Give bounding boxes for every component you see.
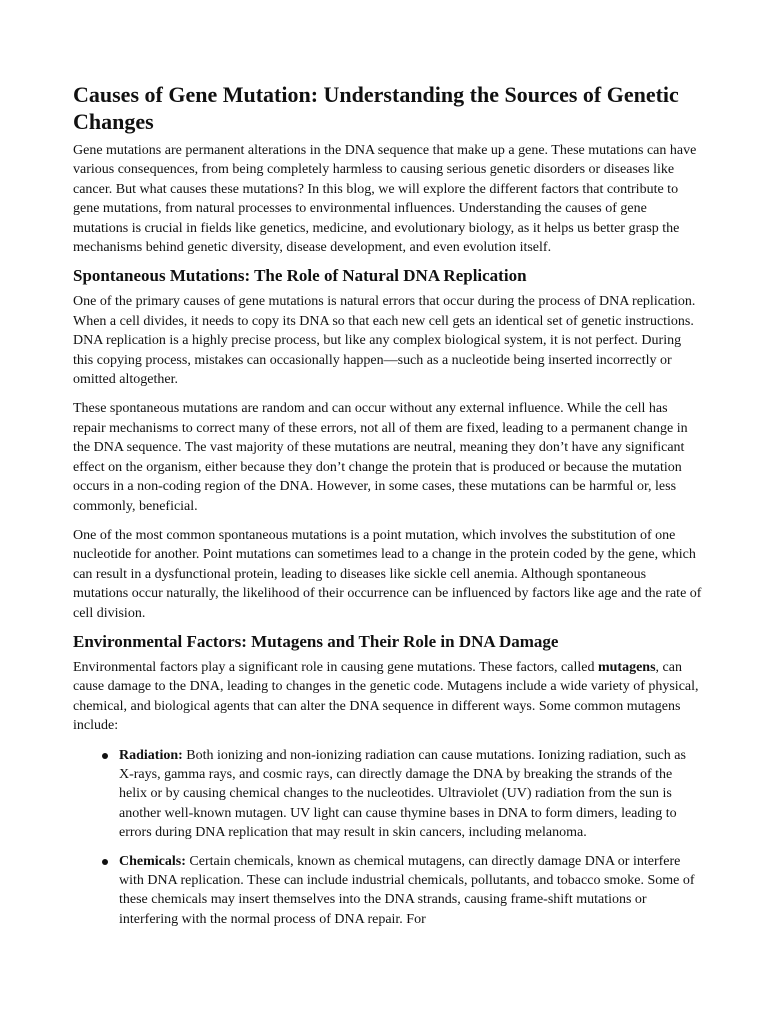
section1-paragraph: These spontaneous mutations are random and can occur without any external influence. While the cell has repair mechanisms to correct many of these errors, not all of them are fixed, leading to a permanent change in the DNA sequence. The vast majority of these mutations are neutral, meaning they don’t have any significant effect on the organism, either because they don’t change the protein that is produced or because the mutation occurs in a non-coding region of the DNA. However, in some cases, these mutations can be harmful or, less commonly, beneficial.	[73, 401, 688, 514]
section2-intro-text-rest: , can cause damage to the DNA, leading to changes in the genetic code. Mutagens include a wide variety of physical, chemical, and biological agents that can alter the DNA sequence in different ways. Some common mutagens include:	[73, 659, 699, 734]
section1-paragraph: One of the primary causes of gene mutations is natural errors that occur during the process of DNA replication. When a cell divides, it needs to copy its DNA so that each new cell gets an identical set of genetic instructions. DNA replication is a highly precise process, but like any complex biological system, it is not perfect. During this copying process, mistakes can occasionally happen—such as a nucleotide being inserted incorrectly or omitted altogether.	[73, 294, 696, 388]
list-item	[73, 746, 703, 843]
section-heading-environmental: Environmental Factors: Mutagens and Their Role in DNA Damage	[73, 631, 559, 651]
bullet-icon	[102, 753, 108, 759]
section-heading-spontaneous: Spontaneous Mutations: The Role of Natural DNA Replication	[73, 266, 527, 286]
mutagen-list	[73, 746, 703, 930]
section2-intro-bold: mutagens	[597, 659, 656, 675]
intro-paragraph: Gene mutations are permanent alterations in the DNA sequence that make up a gene. These mutations can have various consequences, from being completely harmless to causing serious genetic disorders or diseases like cancer. But what causes these mutations? In this blog, we will explore the different factors that contribute to gene mutations, from natural processes to environmental influences. Understanding the causes of gene mutations is crucial in fields like genetics, medicine, and evolutionary biology, as it helps us better grasp the mechanisms behind genetic diversity, disease development, and even evolution itself.	[73, 143, 697, 256]
list-item	[73, 852, 703, 930]
list-item-label: Radiation:	[119, 747, 183, 763]
section2-intro-text: Environmental factors play a significant role in causing gene mutations. These factors, called	[73, 659, 598, 675]
document-page	[73, 81, 703, 938]
list-item-label: Chemicals:	[119, 853, 186, 869]
section1-paragraph: One of the most common spontaneous mutations is a point mutation, which involves the substitution of one nucleotide for another. Point mutations can sometimes lead to a change in the protein coded by the gene, which can result in a dysfunctional protein, leading to diseases like sickle cell anemia. Although spontaneous mutations occur naturally, the likelihood of their occurrence can be influenced by factors like age and the rate of cell division.	[73, 527, 702, 621]
section2-intro-paragraph	[73, 658, 703, 736]
list-item-text: Both ionizing and non-ionizing radiation can cause mutations. Ionizing radiation, such as X-rays, gamma rays, and cosmic rays, can directly damage the DNA by breaking the strands of the helix or by causing chemical changes to the nucleotides. Ultraviolet (UV) radiation from the sun is another well-known mutagen. UV light can cause thymine bases in DNA to form dimers, leading to errors during DNA replication that may result in skin cancers, including melanoma.	[119, 747, 686, 841]
page-title: Causes of Gene Mutation: Understanding the Sources of Genetic Changes	[73, 82, 679, 134]
bullet-icon	[102, 859, 108, 865]
list-item-text: Certain chemicals, known as chemical mutagens, can directly damage DNA or interfere with DNA replication. These can include industrial chemicals, pollutants, and tobacco smoke. Some of these chemicals may insert themselves into the DNA strands, causing frame-shift mutations or interfering with the normal process of DNA repair. For	[119, 853, 695, 927]
